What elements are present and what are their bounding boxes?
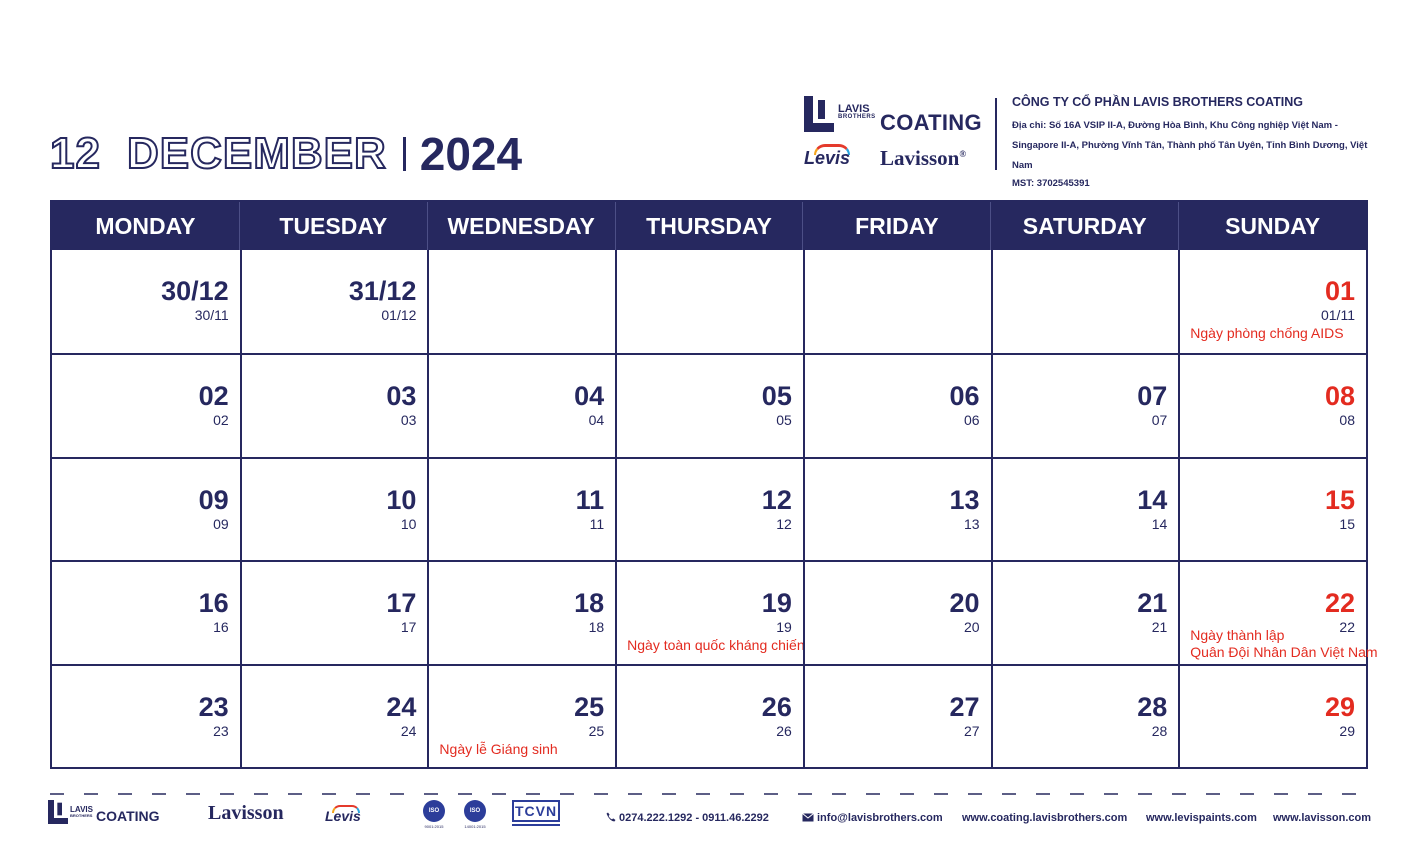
holiday-note: Ngày phòng chống AIDS — [1190, 325, 1344, 341]
lunar-date: 03 — [400, 412, 417, 429]
tcvn-badge: TCVN — [512, 800, 560, 822]
day-cell — [427, 457, 615, 560]
calendar-grid — [50, 200, 1378, 769]
day-number: 13 — [949, 484, 980, 515]
lunar-date: 15 — [1339, 515, 1355, 532]
company-address-line1: Địa chỉ: Số 16A VSIP II-A, Đường Hòa Bình, Khu Công nghiệp Việt Nam - — [1012, 120, 1338, 131]
day-cell — [991, 560, 1179, 663]
lunar-date: 16 — [213, 619, 229, 636]
title-divider — [403, 137, 406, 171]
footer-email[interactable] — [802, 812, 943, 824]
day-cell — [52, 457, 240, 560]
day-number: 06 — [949, 381, 980, 412]
company-address-line2: Singapore II-A, Phường Vĩnh Tân, Thành phố Tân Uyên, Tỉnh Bình Dương, Việt Nam — [1012, 140, 1368, 171]
day-cell — [1178, 250, 1366, 353]
footer — [48, 800, 1378, 836]
lavis-word: LAVIS — [838, 103, 870, 115]
weekday-friday: FRIDAY — [802, 202, 990, 250]
month-number: 12 — [50, 129, 101, 178]
day-cell — [615, 664, 803, 767]
day-number: 03 — [386, 381, 417, 412]
year: 2024 — [419, 128, 523, 180]
day-cell — [1178, 560, 1378, 663]
iso-9001-badge-icon: ISO — [423, 800, 445, 822]
iso-14001-caption: 14001:2015 — [464, 824, 486, 829]
day-number: 30/12 — [161, 276, 229, 306]
email-text: info@lavisbrothers.com — [817, 812, 943, 824]
email-icon — [802, 813, 814, 822]
day-cell — [803, 250, 991, 353]
footer-lavis-icon — [48, 800, 68, 824]
footer-lavisson: Lavisson — [208, 802, 284, 824]
weekday-wednesday: WEDNESDAY — [427, 202, 615, 250]
day-cell — [803, 664, 991, 767]
lunar-date: 19 — [776, 619, 792, 636]
footer-web-coating[interactable]: www.coating.lavisbrothers.com — [962, 812, 1128, 824]
day-cell — [615, 560, 803, 663]
lunar-date: 23 — [213, 722, 229, 739]
day-number: 28 — [1137, 691, 1168, 722]
lunar-date: 06 — [963, 412, 980, 429]
day-number: 12 — [761, 484, 792, 515]
day-number: 07 — [1137, 381, 1168, 412]
day-cell — [427, 250, 615, 353]
day-cell — [991, 664, 1179, 767]
calendar-title — [50, 124, 522, 184]
lunar-date: 05 — [776, 412, 792, 429]
day-cell — [991, 250, 1179, 353]
holiday-note: Ngày thành lập Quân Đội Nhân Dân Việt Nam — [1190, 627, 1378, 661]
iso-9001-caption: 9001:2015 — [424, 824, 444, 829]
day-cell — [52, 250, 240, 353]
footer-lavis-wordmark: LAVIS BROTHERS — [70, 805, 93, 818]
day-number: 23 — [198, 691, 229, 722]
day-number: 16 — [198, 588, 229, 619]
day-cell — [427, 560, 615, 663]
day-cell — [991, 457, 1179, 560]
day-cell — [427, 664, 615, 767]
lunar-date: 07 — [1151, 412, 1168, 429]
day-cell — [1178, 664, 1366, 767]
footer-web-lavisson[interactable]: www.lavisson.com — [1273, 812, 1372, 824]
lunar-date: 01/11 — [1320, 307, 1355, 323]
lunar-date: 29 — [1339, 722, 1355, 739]
weekday-monday: MONDAY — [95, 212, 196, 239]
lavisson-wordmark — [880, 146, 966, 171]
day-number: 20 — [949, 588, 980, 619]
day-grid — [52, 250, 1378, 767]
day-number: 17 — [386, 588, 417, 619]
day-cell — [52, 560, 240, 663]
lavis-brothers-wordmark — [838, 104, 876, 121]
lunar-date: 18 — [588, 619, 605, 636]
lunar-date: 21 — [1151, 619, 1168, 636]
day-cell — [1178, 353, 1366, 456]
lunar-date: 13 — [963, 515, 980, 532]
brothers-word: BROTHERS — [838, 114, 876, 120]
day-number: 24 — [386, 691, 417, 722]
day-number: 14 — [1137, 484, 1168, 515]
day-cell — [615, 353, 803, 456]
footer-coating: COATING — [96, 808, 160, 824]
month-name: DECEMBER — [126, 129, 387, 178]
lunar-date: 17 — [400, 619, 417, 636]
day-number: 15 — [1324, 484, 1355, 515]
lunar-date: 04 — [588, 412, 605, 429]
lunar-date: 22 — [1339, 619, 1355, 636]
day-number: 08 — [1324, 381, 1355, 412]
brand-divider — [995, 98, 997, 170]
dashed-divider — [50, 793, 1368, 795]
day-number: 19 — [761, 588, 792, 619]
company-info — [1012, 95, 1372, 189]
holiday-note: Ngày toàn quốc kháng chiến — [627, 637, 805, 654]
day-number: 05 — [761, 381, 792, 412]
day-number: 26 — [761, 691, 792, 722]
lunar-date: 08 — [1339, 412, 1355, 429]
lunar-date: 30/11 — [194, 307, 229, 323]
weekday-saturday: SATURDAY — [990, 202, 1178, 250]
weekday-sunday: SUNDAY — [1178, 202, 1366, 250]
weekday-header — [52, 202, 1366, 250]
day-number: 27 — [949, 691, 980, 722]
levis-wordmark: Levis — [804, 148, 851, 168]
day-number: 10 — [386, 484, 417, 515]
phone-text: 0274.222.1292 - 0911.46.2292 — [619, 812, 769, 824]
day-number: 25 — [574, 691, 605, 722]
iso-14001-badge-icon: ISO — [464, 800, 486, 822]
day-number: 18 — [574, 588, 605, 619]
day-number: 04 — [574, 381, 605, 412]
company-tax-code: MST: 3702545391 — [1012, 178, 1090, 189]
day-cell — [1178, 457, 1366, 560]
day-cell — [615, 457, 803, 560]
phone-icon — [606, 812, 616, 822]
lunar-date: 28 — [1151, 722, 1168, 739]
day-cell — [803, 353, 991, 456]
day-cell — [991, 353, 1179, 456]
day-cell — [240, 250, 428, 353]
coating-wordmark: COATING — [880, 110, 982, 135]
day-number: 22 — [1324, 588, 1355, 619]
day-cell — [803, 457, 991, 560]
lavisson-word: Lavisson — [880, 146, 960, 170]
brand-logos — [804, 96, 984, 176]
day-number: 31/12 — [348, 276, 417, 306]
lunar-date: 27 — [963, 722, 980, 739]
day-number: 09 — [198, 484, 229, 515]
holiday-note: Ngày lễ Giáng sinh — [439, 740, 558, 757]
day-cell — [427, 353, 615, 456]
lunar-date: 02 — [213, 412, 229, 429]
lavis-logo-icon — [804, 96, 834, 132]
lunar-date: 26 — [776, 722, 792, 739]
weekday-thursday: THURSDAY — [615, 202, 803, 250]
lunar-date: 01/12 — [381, 307, 417, 323]
lunar-date: 20 — [963, 619, 980, 636]
lunar-date: 24 — [400, 722, 417, 739]
footer-web-levis[interactable]: www.levispaints.com — [1146, 812, 1257, 824]
day-number: 29 — [1324, 691, 1355, 722]
lunar-date: 11 — [589, 515, 605, 532]
day-number: 01 — [1324, 276, 1355, 306]
day-cell — [240, 457, 428, 560]
lunar-date: 14 — [1151, 515, 1168, 532]
company-name: CÔNG TY CỔ PHẦN LAVIS BROTHERS COATING — [1012, 95, 1303, 109]
day-cell — [240, 560, 428, 663]
weekday-tuesday: TUESDAY — [239, 202, 427, 250]
lunar-date: 12 — [776, 515, 792, 532]
day-cell — [240, 353, 428, 456]
footer-levis: Levis — [325, 808, 361, 824]
day-cell — [52, 664, 240, 767]
tcvn-underline — [512, 824, 560, 826]
day-cell — [615, 250, 803, 353]
lunar-date: 10 — [400, 515, 417, 532]
day-cell — [803, 560, 991, 663]
day-number: 21 — [1137, 588, 1168, 619]
day-number: 11 — [575, 484, 605, 515]
lunar-date: 25 — [588, 722, 605, 739]
lunar-date: 09 — [213, 515, 229, 532]
registered-mark: ® — [959, 149, 967, 159]
day-cell — [240, 664, 428, 767]
footer-phone — [606, 812, 769, 824]
day-number: 02 — [198, 381, 229, 412]
day-cell — [52, 353, 240, 456]
